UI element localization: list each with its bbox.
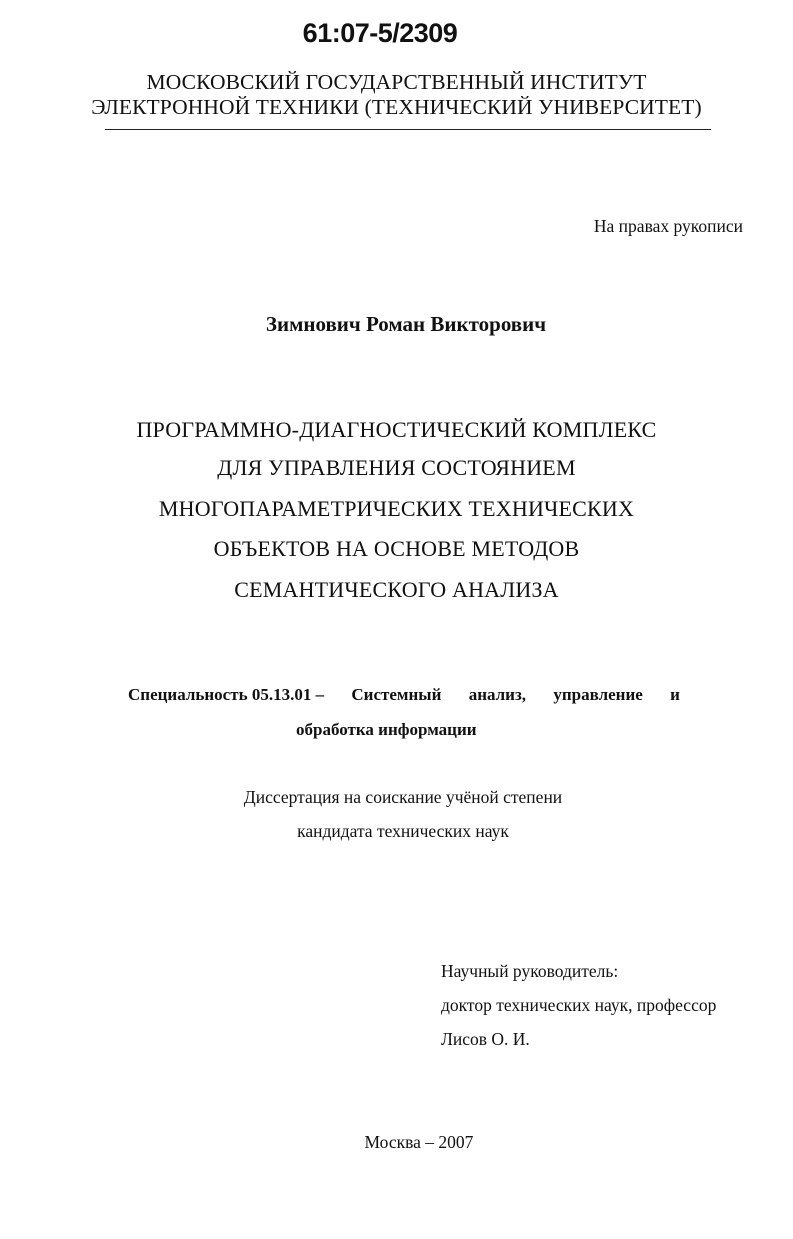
specialty-label: Специальность 05.13.01 –	[128, 685, 325, 704]
specialty-word: управление	[553, 685, 643, 704]
catalog-number: 61:07-5/2309	[302, 18, 458, 48]
specialty-line-2: обработка информации	[296, 720, 477, 739]
advisor-title: доктор технических наук, профессор	[441, 995, 717, 1015]
specialty-word: и	[670, 685, 680, 704]
advisor-label: Научный руководитель:	[441, 961, 619, 981]
degree-line-2: кандидата технических наук	[297, 821, 509, 841]
title-line: МНОГОПАРАМЕТРИЧЕСКИХ ТЕХНИЧЕСКИХ	[158, 496, 635, 521]
header-divider	[105, 129, 711, 130]
degree-line-1: Диссертация на соискание учёной степени	[243, 787, 563, 807]
title-line: СЕМАНТИЧЕСКОГО АНАЛИЗА	[234, 577, 559, 602]
specialty-word: Системный	[351, 685, 442, 704]
author-name: Зимнович Роман Викторович	[265, 312, 547, 336]
institution-name-line-2: ЭЛЕКТРОННОЙ ТЕХНИКИ (ТЕХНИЧЕСКИЙ УНИВЕРСИТЕТ)	[91, 95, 702, 119]
manuscript-note: На правах рукописи	[593, 216, 743, 236]
title-line: ПРОГРАММНО-ДИАГНОСТИЧЕСКИЙ КОМПЛЕКС	[136, 417, 657, 442]
specialty-line-1	[128, 685, 680, 705]
title-line: ДЛЯ УПРАВЛЕНИЯ СОСТОЯНИЕМ	[217, 455, 576, 480]
specialty-word: анализ,	[468, 685, 527, 704]
title-line: ОБЪЕКТОВ НА ОСНОВЕ МЕТОДОВ	[213, 536, 580, 561]
city-year: Москва – 2007	[364, 1132, 474, 1152]
institution-name-line-1: МОСКОВСКИЙ ГОСУДАРСТВЕННЫЙ ИНСТИТУТ	[146, 70, 647, 94]
advisor-name: Лисов О. И.	[441, 1029, 530, 1049]
